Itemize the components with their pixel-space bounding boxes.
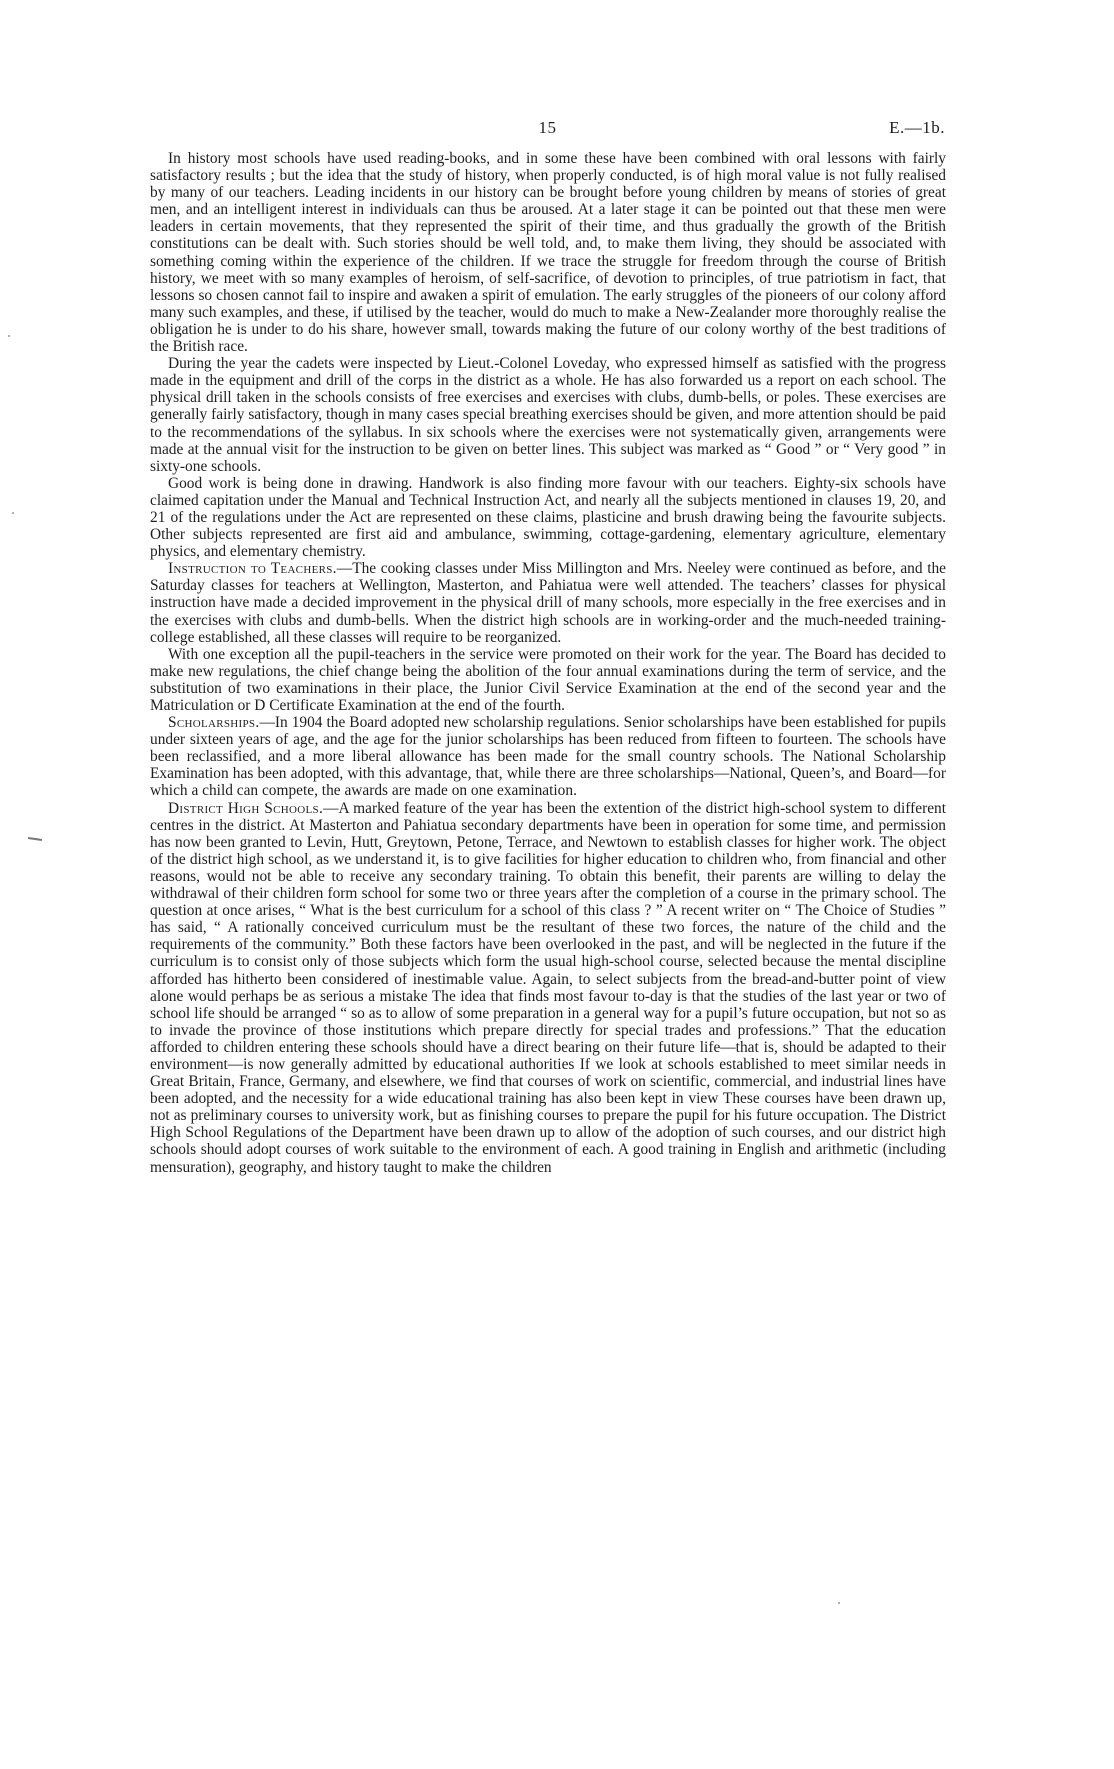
page-header: [150, 118, 945, 142]
paragraph-text: —The cooking classes under Miss Millington and Mrs. Neeley were continued as before, and the Saturday classes for teachers at Wellington, Masterton, and Pahiatua were well attended. The teachers’ classes for physical instruction have made a decided improvement in the physical drill of many schools, more especially in the free exercises and in the exercises with clubs and dumb-bells. When the district high schools are in working-order and the much-needed training-college established, all these classes will require to be reorganized.: [150, 560, 946, 646]
paragraph-instruction-to-teachers: [150, 560, 946, 645]
paragraph-text: —In 1904 the Board adopted new scholarship regulations. Senior scholarships have been established for pupils under sixteen years of age, and the age for the junior scholarships has been reduced from fifteen to fourteen. The schools have been reclassified, and a more liberal allowance has been made for the small country schools. The National Scholarship Examination has been adopted, with this advantage, that, while there are three scholarships—National, Queen’s, and Board—for which a child can compete, the awards are made on one examination.: [150, 714, 946, 800]
paragraph-history: [150, 150, 946, 355]
paragraph-drawing: [150, 475, 946, 560]
paragraph-scholarships: [150, 714, 946, 799]
paragraph-text: Good work is being done in drawing. Handwork is also finding more favour with our teachers. Eighty-six schools have claimed capitation under the Manual and Technical Instruction Act, and nearly all the subjects mentioned in clauses 19, 20, and 21 of the regulations under the Act are represented on these claims, plasticine and brush drawing being the favourite subjects. Other subjects represented are first aid and ambulance, swimming, cottage-gardening, elementary agriculture, elementary physics, and elementary chemistry.: [150, 474, 946, 561]
scan-speck: [838, 1602, 840, 1604]
scan-speck: [8, 335, 10, 337]
paragraph-text: During the year the cadets were inspected by Lieut.-Colonel Loveday, who expressed himself as satisfied with the progress made in the equipment and drill of the corps in the district as a whole. He has also forwarded us a report on each school. The physical drill taken in the schools consists of free exercises and exercises with clubs, dumb-bells, or poles. These exercises are generally fairly satisfactory, though in many cases special breathing exercises should be given, and more attention should be paid to the recommendations of the syllabus. In six schools where the exercises were not systematically given, arrangements were made at the annual visit for the instruction to be given on better lines. This subject was marked as “ Good ” or “ Very good ” in sixty-one schools.: [150, 355, 946, 475]
scan-speck: [12, 512, 14, 514]
paragraph-pupil-teachers: [150, 646, 946, 714]
page-number: 15: [538, 118, 557, 137]
section-heading: District High Schools.: [168, 799, 324, 817]
document-reference: E.—1b.: [889, 118, 945, 137]
body-text: [150, 150, 946, 1176]
paragraph-cadets: [150, 355, 946, 475]
paragraph-district-high-schools: [150, 800, 946, 1176]
section-heading: Instruction to Teachers.: [168, 560, 337, 578]
paragraph-text: —A marked feature of the year has been the extention of the district high-school system to different centres in the district. At Masterton and Pahiatua secondary departments have been in operation for some time, and permission has now been granted to Levin, Hutt, Greytown, Petone, Terrace, and Newtown to establish classes for higher work. The object of the district high school, as we understand it, is to give facilities for higher education to children who, from financial and other reasons, would not be able to receive any secondary training. To obtain this benefit, their parents are willing to delay the withdrawal of their children form school for some two or three years after the completion of a course in the primary school. The question at once arises, “ What is the best curriculum for a school of this class ? ” A recent writer on “ The Choice of Studies ” has said, “ A rationally conceived curriculum must be the resultant of these two forces, the nature of the child and the requirements of the community.” Both these factors have been overlooked in the past, and will be neglected in the future if the curriculum is to consist only of those subjects which form the usual high-school course, selected because the mental discipline afforded has hitherto been considered of inestimable value. Again, to select subjects from the bread-and-butter point of view alone would perhaps be as serious a mistake The idea that finds most favour to-day is that the studies of the last year or two of school life should be arranged “ so as to allow of some preparation in a general way for a pupil’s future occupation, but not so as to invade the province of those institutions which prepare directly for special trades and professions.” That the education afforded to children entering these schools should have a direct bearing on their future life—that is, should be adapted to their environment—is now generally admitted by educational authorities If we look at schools established to meet similar needs in Great Britain, France, Germany, and elsewhere, we find that courses of work on scientific, commercial, and industrial lines have been adopted, and the necessity for a wide educational training has also been kept in view These courses have been drawn up, not as preliminary courses to university work, but as finishing courses to prepare the pupil for his future occupation. The District High School Regulations of the Department have been drawn up to allow of the adoption of such courses, and our district high schools should adopt courses of work suitable to the environment of each. A good training in English and arithmetic (including mensuration), geography, and history taught to make the children: [150, 799, 947, 1176]
paragraph-text: In history most schools have used reading-books, and in some these have been combined with oral lessons with fairly satisfactory results ; but the idea that the study of history, when properly conducted, is of high moral value is not fully realised by many of our teachers. Leading incidents in our history can be brought before young children by means of stories of great men, and an intelligent interest in individuals can thus be aroused. At a later stage it can be pointed out that these men were leaders in certain movements, that they represented the spirit of their time, and thus gradually the growth of the British constitutions can be dealt with. Such stories should be well told, and, to make them living, they should be associated with something coming within the experience of the children. If we trace the struggle for freedom through the course of British history, we meet with so many examples of heroism, of self-sacrifice, of devotion to principles, of true patriotism in fact, that lessons so chosen cannot fail to inspire and awaken a spirit of emulation. The early struggles of the pioneers of our colony afford many such examples, and these, if utilised by the teacher, would do much to make a New-Zealander more thoroughly realise the obligation he is under to do his share, however small, towards making the future of our colony worthy of the best traditions of the British race.: [150, 150, 946, 356]
section-heading: Scholarships.: [168, 714, 260, 732]
margin-mark: [28, 837, 42, 841]
paragraph-text: With one exception all the pupil-teachers in the service were promoted on their work for the year. The Board has decided to make new regulations, the chief change being the abolition of the four annual examinations during the term of service, and the substitution of two examinations in their place, the Junior Civil Service Examination at the end of the second year and the Matriculation or D Certificate Examination at the end of the fourth.: [150, 645, 946, 714]
